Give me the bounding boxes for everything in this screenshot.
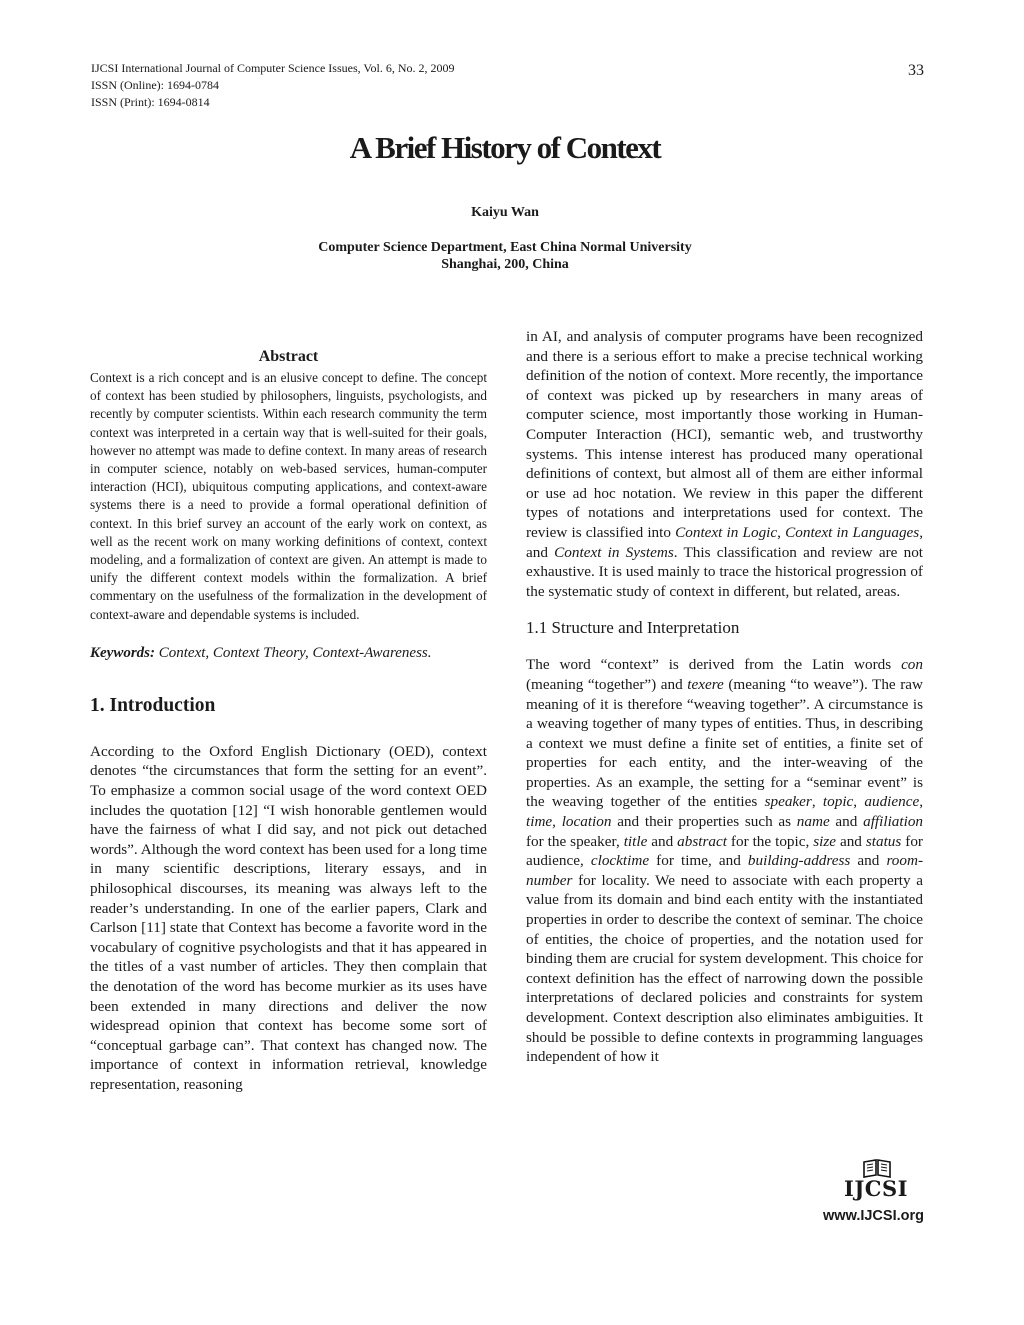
italic-term: abstract	[677, 832, 727, 850]
text-run: . This classification and review are not exhaustive. It is used mainly to trace the historical progression of the systematic study of context in different, but related, areas.	[526, 543, 924, 600]
abstract-heading: Abstract	[258, 348, 319, 365]
text-run: and	[850, 852, 887, 870]
page-number: 33	[908, 62, 924, 79]
text-run: and	[647, 832, 678, 850]
text-run: for locality. We need to associate with each property a value from its domain and bind each entity with the instantiated properties in order to describe the context of seminar. The choice of entities, the choice of properties, and the notation used for binding them are crucial for system development. This choice for context definition has the effect of narrowing down the possible interpretations of declared policies and constraints for system development. Context description also eliminates ambiguities. It should be possible to define contexts in programming languages independent of how it	[526, 871, 924, 1066]
text-run: , and	[526, 523, 924, 561]
issn-online: ISSN (Online): 1694-0784	[91, 78, 219, 92]
text-run: ,	[811, 793, 823, 811]
italic-term: title	[623, 832, 648, 850]
keywords-text: Context, Context Theory, Context-Awareness.	[155, 644, 432, 661]
italic-term: texere	[687, 675, 724, 693]
text-run: for the topic,	[726, 832, 814, 850]
italic-term: clocktime	[590, 852, 650, 870]
text-run: ,	[777, 523, 786, 541]
introduction-text: According to the Oxford English Dictionary (OED), context denotes “the circumstances that form the setting for an event”. To emphasize a common social usage of the word context OED includes the quotation [12] “I wish honorable gentlemen would have the fairness of what I did say, and not pick out detached words”. Although the word context has been used for a long time in many scientific descriptions, literary essays, and in philosophical discourses, its meaning was always left to the reader’s understanding. In one of the earlier papers, Clark and Carlson [11] state that Context has become a favorite word in the vocabulary of cognitive psychologists and that it has appeared in the titles of a vast number of articles. They then complain that the denotation of the word has become murkier as its uses have been extended in many directions and deliver the now widespread opinion that context has become some sort of “conceptual garbage can”. That context has changed now. The importance of context in information retrieval, knowledge representation, reasoning	[90, 742, 487, 1093]
logo-name: IJCSI	[844, 1176, 908, 1201]
text-run: in AI, and analysis of computer programs have been recognized and there is a serious effort to make a precise technical working definition of the notion of context. More recently, the importance of context was picked up by researchers in many areas of computer science, most importantly those working in Human-Computer Interaction (HCI), semantic web, and trustworthy systems. This intense interest has produced many operational definitions of context, but almost all of them are either informal or use ad hoc notation. We review in this paper the different types of notations and interpretations used for context. The review is classified into	[526, 328, 923, 541]
italic-term: speaker	[764, 793, 812, 811]
text-run: and	[836, 832, 866, 850]
italic-term: room-number	[526, 852, 923, 889]
italic-term: con	[901, 656, 923, 674]
journal-name: IJCSI International Journal of Computer Science Issues, Vol. 6, No. 2, 2009	[91, 61, 455, 75]
issn-print: ISSN (Print): 1694-0814	[91, 95, 210, 109]
italic-term: audience	[864, 793, 920, 811]
text-run: for audience,	[526, 832, 923, 870]
journal-header	[91, 60, 455, 111]
term-context-in-languages: Context in Languages	[785, 523, 920, 541]
ijcsi-logo	[800, 1158, 924, 1224]
abstract-text: Context is a rich concept and is an elusive concept to define. The concept of context has been studied by philosophers, linguists, psychologists, and recently by computer scientists. Within each research community the term context was interpreted in a certain way that is well-suited for their goals, however no attempt was made to define context. In many areas of research in computer science, notably on web-based services, human-computer interaction (HCI), ubiquitous computing applications, and context-aware systems there is a need to provide a formal operational definition of context. In this brief survey an account of the early work on context, as well as the recent work on many working definitions of context, context modeling, and a formalization of context are given. An attempt is made to unify the different context models within the formalization. A brief commentary on the usefulness of the formalization in the development of context-aware and dependable systems is included.	[90, 370, 487, 622]
italic-term: name	[796, 813, 830, 831]
text-run: (meaning “to weave”). The raw meaning of it is therefore “weaving together”. A circumstance is a weaving together of many types of entities. Thus, in describing a context we must define a finite set of entities, a finite set of properties for each entity, and the inter-weaving of the properties. As an example, the setting for a “seminar event” is the weaving together of the entities	[526, 675, 923, 811]
section-heading-introduction: 1. Introduction	[90, 694, 216, 716]
keywords	[90, 645, 487, 662]
book-icon	[862, 1158, 892, 1178]
italic-term: building-address	[747, 852, 851, 870]
author-affiliation	[0, 239, 1010, 273]
italic-term: status	[865, 832, 902, 850]
italic-term: location	[561, 813, 612, 831]
italic-term: size	[813, 832, 837, 850]
author-name: Kaiyu Wan	[471, 205, 539, 220]
term-context-in-systems: Context in Systems	[554, 543, 674, 561]
text-run: and their properties such as	[611, 813, 797, 831]
logo-url[interactable]: www.IJCSI.org	[823, 1208, 924, 1224]
text-run: (meaning “together”) and	[526, 675, 688, 693]
affiliation-location: Shanghai, 200, China	[441, 257, 569, 272]
italic-term: time	[526, 813, 553, 831]
text-run: and	[829, 813, 864, 831]
affiliation-department: Computer Science Department, East China Normal University	[318, 240, 692, 255]
text-run: for the speaker,	[526, 832, 624, 850]
structure-paragraph	[526, 655, 923, 1066]
keywords-label: Keywords:	[90, 644, 155, 661]
text-run: for time, and	[649, 852, 748, 870]
paper-title: A Brief History of Context	[349, 130, 661, 165]
text-run: ,	[853, 793, 865, 811]
right-column	[526, 327, 923, 1067]
italic-term: affiliation	[863, 813, 924, 831]
left-column	[90, 348, 487, 1095]
text-run: ,	[919, 793, 924, 811]
subsection-heading-structure: 1.1 Structure and Interpretation	[526, 618, 740, 638]
text-run: The word “context” is derived from the Latin words	[526, 656, 902, 674]
paragraph-continuation	[526, 327, 923, 601]
text-run: ,	[552, 813, 562, 831]
italic-term: topic	[822, 793, 854, 811]
term-context-in-logic: Context in Logic	[675, 523, 778, 541]
